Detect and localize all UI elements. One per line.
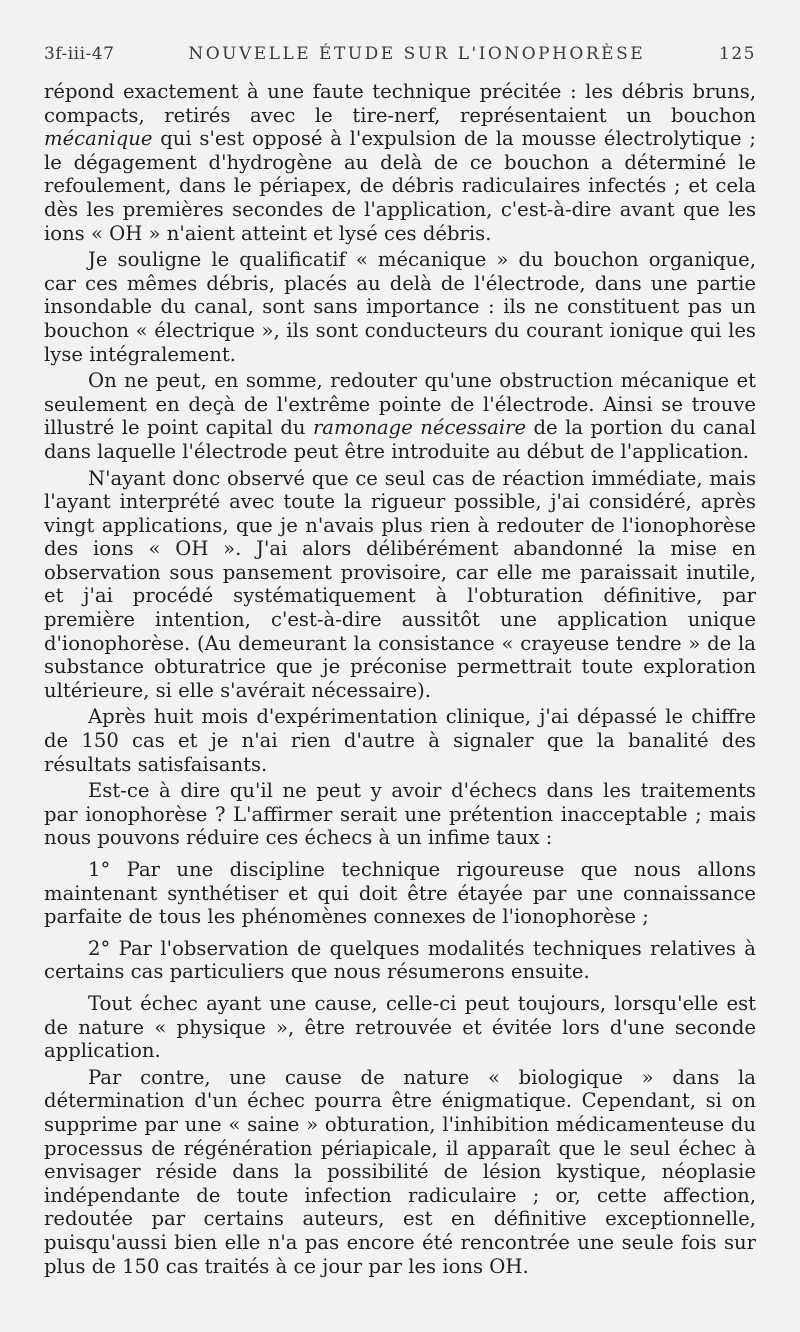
- running-head: [44, 44, 756, 74]
- body-text: [44, 80, 756, 1278]
- paragraph-6: Est-ce à dire qu'il ne peut y avoir d'échecs dans les traitements par ionophorèse ? L'affirmer serait une prétention inacceptable ; mais nous pouvons réduire ces échecs à un infime taux :: [44, 779, 756, 850]
- emphasis-mecanique: mécanique: [44, 127, 153, 151]
- paragraph-5: Après huit mois d'expérimentation clinique, j'ai dépassé le chiffre de 150 cas et je n'ai rien d'autre à signaler que la banalité des résultats satisfaisants.: [44, 705, 756, 776]
- paragraph-10: Par contre, une cause de nature « biologique » dans la détermination d'un échec pourra être énigmatique. Cependant, si on supprime par une « saine » obturation, l'inhibition médicamenteuse du processus de régénération périapicale, il apparaît que le seul échec à envisager réside dans la possibilité de lésion kystique, néoplasie indépendante de toute infection radiculaire ; or, cette affection, redoutée par certains auteurs, est en définitive exceptionnelle, puisqu'aussi bien elle n'a pas encore été rencontrée une seule fois sur plus de 150 cas traités à ce jour par les ions OH.: [44, 1065, 756, 1278]
- paragraph-9: Tout échec ayant une cause, celle-ci peut toujours, lorsqu'elle est de nature « physique », être retrouvée et évitée lors d'une seconde application.: [44, 991, 756, 1063]
- paragraph-3: On ne peut, en somme, redouter qu'une obstruction mécanique et seulement en deçà de l'extrême pointe de l'électrode. Ainsi se trouve illustré le point capital du ramonage nécessaire de la portion du canal dans laquelle l'électrode peut être introduite au début de l'application.: [44, 369, 756, 463]
- emphasis-ramonage: ramonage nécessaire: [312, 416, 527, 440]
- paragraph-1: répond exactement à une faute technique précitée : les débris bruns, compacts, retirés avec le tire-nerf, représentaient un bouchon mécanique qui s'est opposé à l'expulsion de la mousse électrolytique ; le dégagement d'hydrogène au delà de ce bouchon a déterminé le refoulement, dans le périapex, de débris radiculaires infectés ; et cela dès les premières secondes de l'application, c'est-à-dire avant que les ions « OH » n'aient atteint et lysé ces débris.: [44, 80, 756, 245]
- running-title: NOUVELLE ÉTUDE SUR L'IONOPHORÈSE: [188, 44, 646, 64]
- list-item-1: 1° Par une discipline technique rigoureuse que nous allons maintenant synthétiser et qui doit être étayée par une connaissance parfaite de tous les phénomènes connexes de l'ionophorèse ;: [44, 858, 756, 929]
- list-item-2: 2° Par l'observation de quelques modalités techniques relatives à certains cas particuliers que nous résumerons ensuite.: [44, 936, 756, 984]
- paragraph-4: N'ayant donc observé que ce seul cas de réaction immédiate, mais l'ayant interprété avec toute la rigueur possible, j'ai considéré, après vingt applications, que je n'avais plus rien à redouter de l'ionophorèse des ions « OH ». J'ai alors délibérément abandonné la mise en observation sous pansement provisoire, car elle me paraissait inutile, et j'ai procédé systématiquement à l'obturation définitive, par première intention, c'est-à-dire aussitôt une application unique d'ionophorèse. (Au demeurant la consistance « crayeuse tendre » de la substance obturatrice que je préconise permettrait toute exploration ultérieure, si elle s'avérait nécessaire).: [44, 466, 756, 702]
- page-number: 125: [719, 44, 756, 64]
- printer-signature: 3f-iii-47: [44, 44, 115, 64]
- paragraph-2: Je souligne le qualificatif « mécanique » du bouchon organique, car ces mêmes débris, placés au delà de l'électrode, dans une partie insondable du canal, sont sans importance : ils ne constituent pas un bouchon « électrique », ils sont conducteurs du courant ionique qui les lyse intégralement.: [44, 248, 756, 366]
